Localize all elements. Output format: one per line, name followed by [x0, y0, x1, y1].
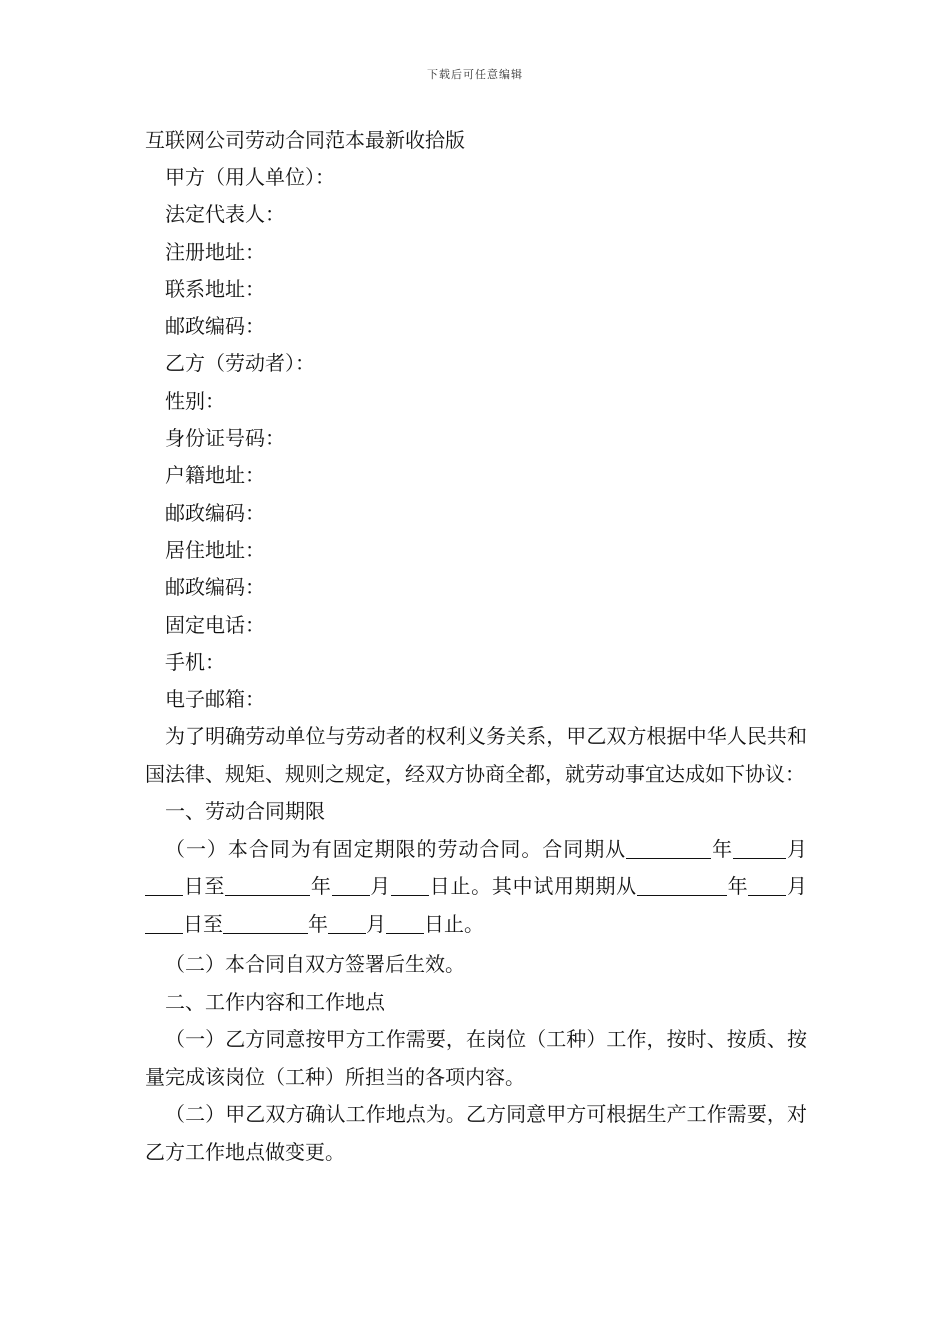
document-body	[145, 122, 807, 1171]
start-month-blank	[733, 838, 771, 859]
year-label: 年	[726, 874, 749, 899]
legal-representative-field: 法定代表人：	[165, 202, 285, 227]
household-postal-code-field: 邮政编码：	[165, 500, 265, 525]
month-label: 月	[369, 874, 392, 899]
month-label: 月	[366, 911, 386, 936]
section-1-clause-2: （二）本合同自双方签署后生效。	[165, 952, 465, 977]
day-to-label: 日至	[183, 911, 223, 936]
section-1-heading: 一、劳动合同期限	[165, 799, 325, 824]
header-note: 下载后可任意编辑	[427, 68, 523, 81]
end-text: 日止。	[424, 911, 484, 936]
party-a-label: 甲方（用人单位）：	[165, 165, 335, 189]
party-a-postal-code-field: 邮政编码：	[165, 314, 265, 339]
year-label: 年	[310, 874, 332, 899]
probation-start-day-blank	[145, 913, 183, 934]
section-2-clause-1: （一）乙方同意按甲方工作需要，在岗位（工种）工作，按时、按质、按量完成该岗位（工种）所担当的各项内容。	[145, 1027, 807, 1089]
probation-start-month-blank	[748, 875, 786, 896]
gender-field: 性别：	[165, 388, 225, 413]
mobile-field: 手机：	[165, 649, 225, 674]
party-b-label: 乙方（劳动者）：	[165, 351, 315, 376]
residence-postal-code-field: 邮政编码：	[165, 575, 265, 600]
end-day-blank	[391, 875, 429, 896]
section-2-heading: 二、工作内容和工作地点	[165, 989, 385, 1014]
id-number-field: 身份证号码：	[165, 426, 285, 451]
contact-address-field: 联系地址：	[165, 276, 265, 301]
end-year-blank	[225, 875, 310, 896]
intro-paragraph: 为了明确劳动单位与劳动者的权利义务关系，甲乙双方根据中华人民共和国法律、规矩、规则之规定，经双方协商全都，就劳动事宜达成如下协议：	[145, 724, 807, 786]
start-year-blank	[626, 838, 711, 859]
term-text-intro: （一）本合同为有固定期限的劳动合同。合同期从	[165, 836, 627, 861]
residence-address-field: 居住地址：	[165, 537, 265, 562]
landline-field: 固定电话：	[165, 612, 265, 637]
end-month-blank	[332, 875, 370, 896]
household-address-field: 户籍地址：	[165, 463, 265, 488]
probation-start-year-blank	[637, 875, 727, 896]
month-label: 月	[786, 874, 808, 899]
section-1-clause-1	[145, 831, 807, 944]
probation-end-month-blank	[328, 913, 366, 934]
email-field: 电子邮箱：	[165, 687, 265, 712]
year-label: 年	[711, 836, 734, 861]
section-2-clause-2: （二）甲乙双方确认工作地点为。乙方同意甲方可根据生产工作需要，对乙方工作地点做变更。	[145, 1102, 807, 1164]
start-month-blank-continued	[771, 838, 786, 859]
probation-text: 日止。其中试用期期从	[429, 874, 637, 899]
document-title: 互联网公司劳动合同范本最新收拾版	[145, 128, 465, 152]
probation-end-year-blank	[223, 913, 308, 934]
year-label: 年	[308, 911, 328, 936]
registered-address-field: 注册地址：	[165, 239, 265, 264]
probation-end-day-blank	[386, 913, 424, 934]
month-label: 月	[786, 836, 808, 861]
start-day-blank	[145, 875, 183, 896]
day-to-label: 日至	[183, 874, 226, 899]
